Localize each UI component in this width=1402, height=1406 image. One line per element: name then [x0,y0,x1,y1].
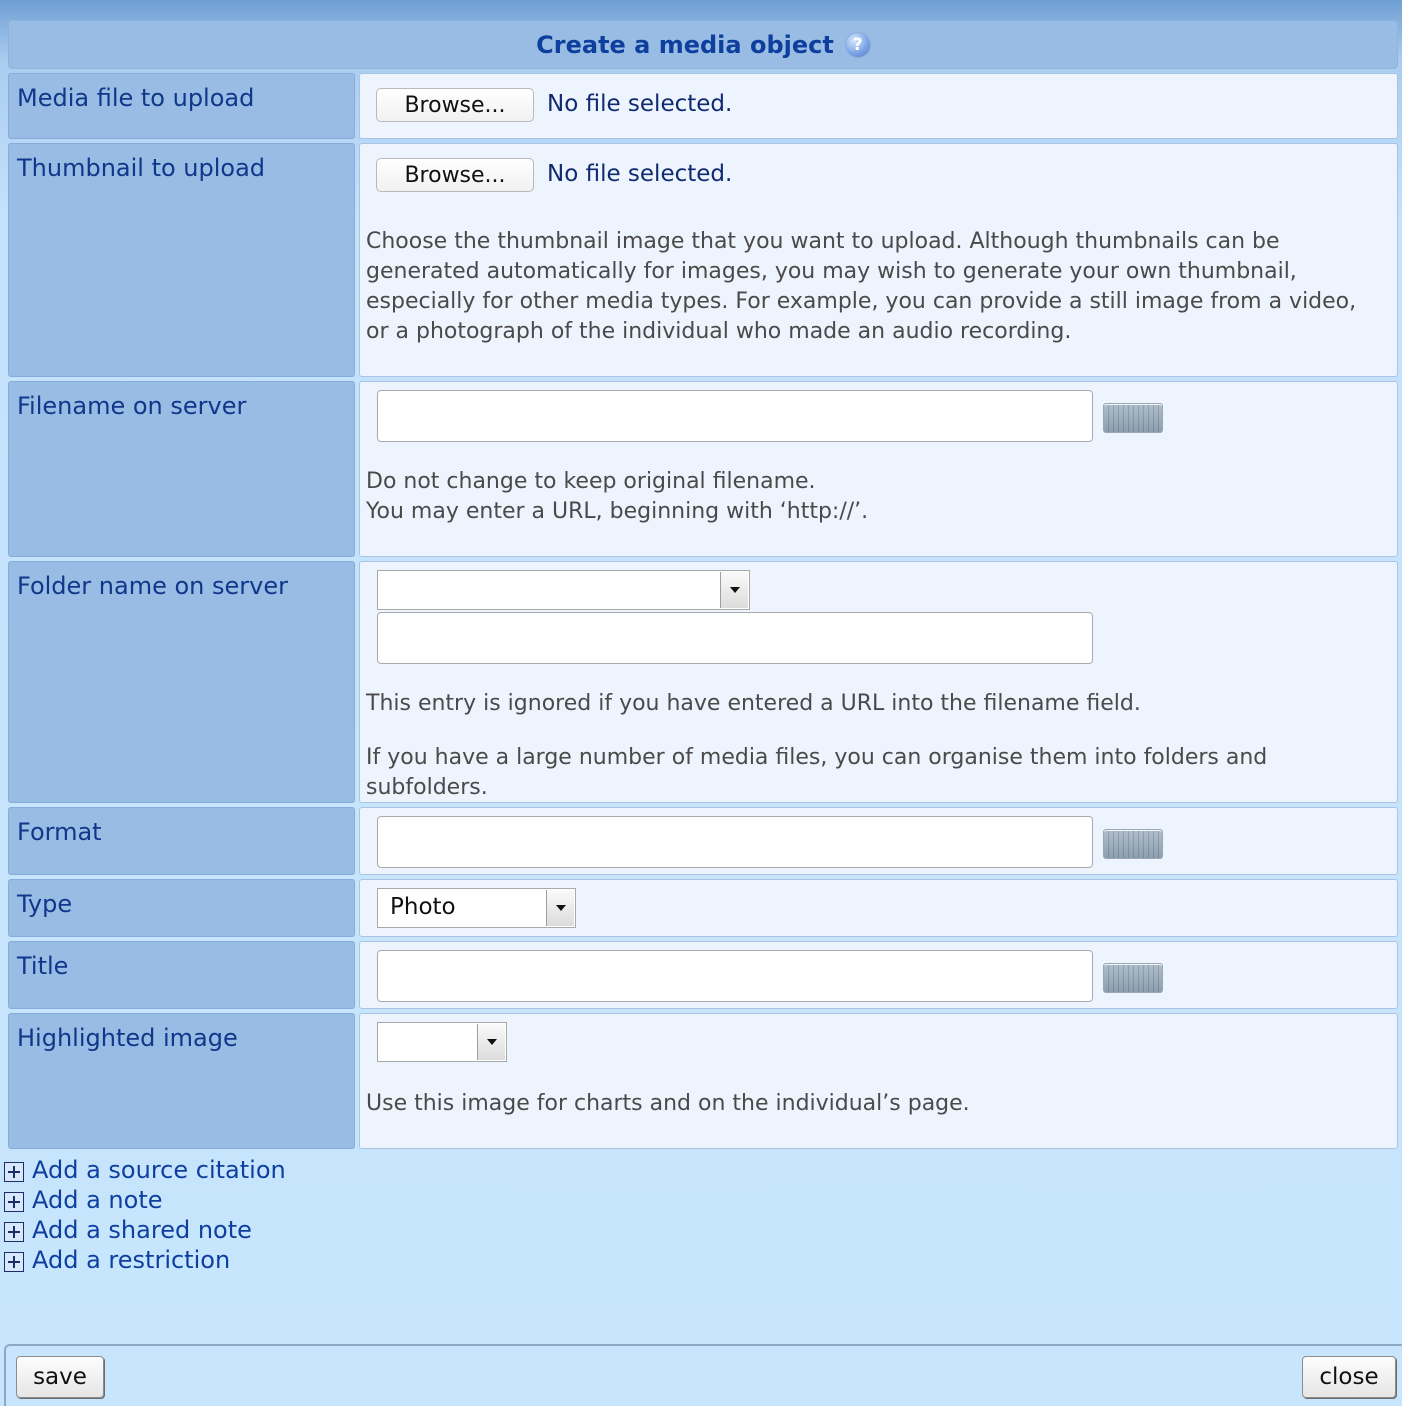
expand-plus-icon[interactable] [4,1252,24,1272]
value-filename [359,381,1398,557]
label-thumbnail: Thumbnail to upload [8,143,355,377]
filename-help-line1: Do not change to keep original filename. [366,469,816,494]
keyboard-icon[interactable] [1103,403,1163,433]
footer-divider [4,1344,1402,1406]
folder-help-line2: If you have a large number of media files, you can organise them into folders and subfolders. [366,745,1268,800]
add-note-link[interactable] [4,1185,286,1215]
dialog-title: Create a media object [536,30,834,59]
expand-plus-icon[interactable] [4,1222,24,1242]
folder-input[interactable] [377,612,1093,664]
add-shared-note-link[interactable] [4,1215,286,1245]
value-media-file [359,73,1398,139]
format-input[interactable] [377,816,1093,868]
label-title: Title [8,941,355,1009]
label-format: Format [8,807,355,875]
folder-select[interactable] [377,570,750,610]
media-file-browse-button[interactable]: Browse... [376,88,534,122]
add-links-list [4,1155,286,1275]
value-title [359,941,1398,1009]
label-type: Type [8,879,355,937]
keyboard-icon[interactable] [1103,963,1163,993]
highlighted-help-text: Use this image for charts and on the individual’s page. [366,1091,970,1116]
thumbnail-help-text: Choose the thumbnail image that you want to upload. Although thumbnails can be generated automatically for images, you may wish to generate your own thumbnail, especially for other media types. For example, you can provide a still image from a video, or a photograph of the individual who made an audio recording. [366,229,1357,344]
media-file-status: No file selected. [547,91,733,117]
value-folder [359,561,1398,803]
add-restriction-link[interactable] [4,1245,286,1275]
chevron-down-icon [477,1024,505,1060]
type-select[interactable] [377,888,576,928]
chevron-down-icon [546,890,574,926]
label-filename: Filename on server [8,381,355,557]
label-highlighted: Highlighted image [8,1013,355,1149]
close-button[interactable]: close [1302,1356,1396,1398]
save-button[interactable]: save [16,1356,104,1398]
thumbnail-browse-button[interactable]: Browse... [376,158,534,192]
title-input[interactable] [377,950,1093,1002]
dialog-title-bar [8,20,1398,69]
value-highlighted [359,1013,1398,1149]
chevron-down-icon [720,572,748,608]
value-type [359,879,1398,937]
value-thumbnail [359,143,1398,377]
add-source-citation-link[interactable] [4,1155,286,1185]
add-link-label[interactable]: Add a note [32,1186,163,1214]
help-icon[interactable]: ? [846,33,870,57]
expand-plus-icon[interactable] [4,1162,24,1182]
keyboard-icon[interactable] [1103,829,1163,859]
add-link-label[interactable]: Add a shared note [32,1216,252,1244]
highlighted-select[interactable] [377,1022,507,1062]
add-link-label[interactable]: Add a source citation [32,1156,286,1184]
type-select-value: Photo [390,894,456,920]
filename-help-line2: You may enter a URL, beginning with ‘http://’. [366,499,869,524]
label-folder: Folder name on server [8,561,355,803]
add-link-label[interactable]: Add a restriction [32,1246,231,1274]
value-format [359,807,1398,875]
expand-plus-icon[interactable] [4,1192,24,1212]
thumbnail-status: No file selected. [547,161,733,187]
folder-help-line1: This entry is ignored if you have entered a URL into the filename field. [366,691,1141,716]
filename-input[interactable] [377,390,1093,442]
label-media-file: Media file to upload [8,73,355,139]
